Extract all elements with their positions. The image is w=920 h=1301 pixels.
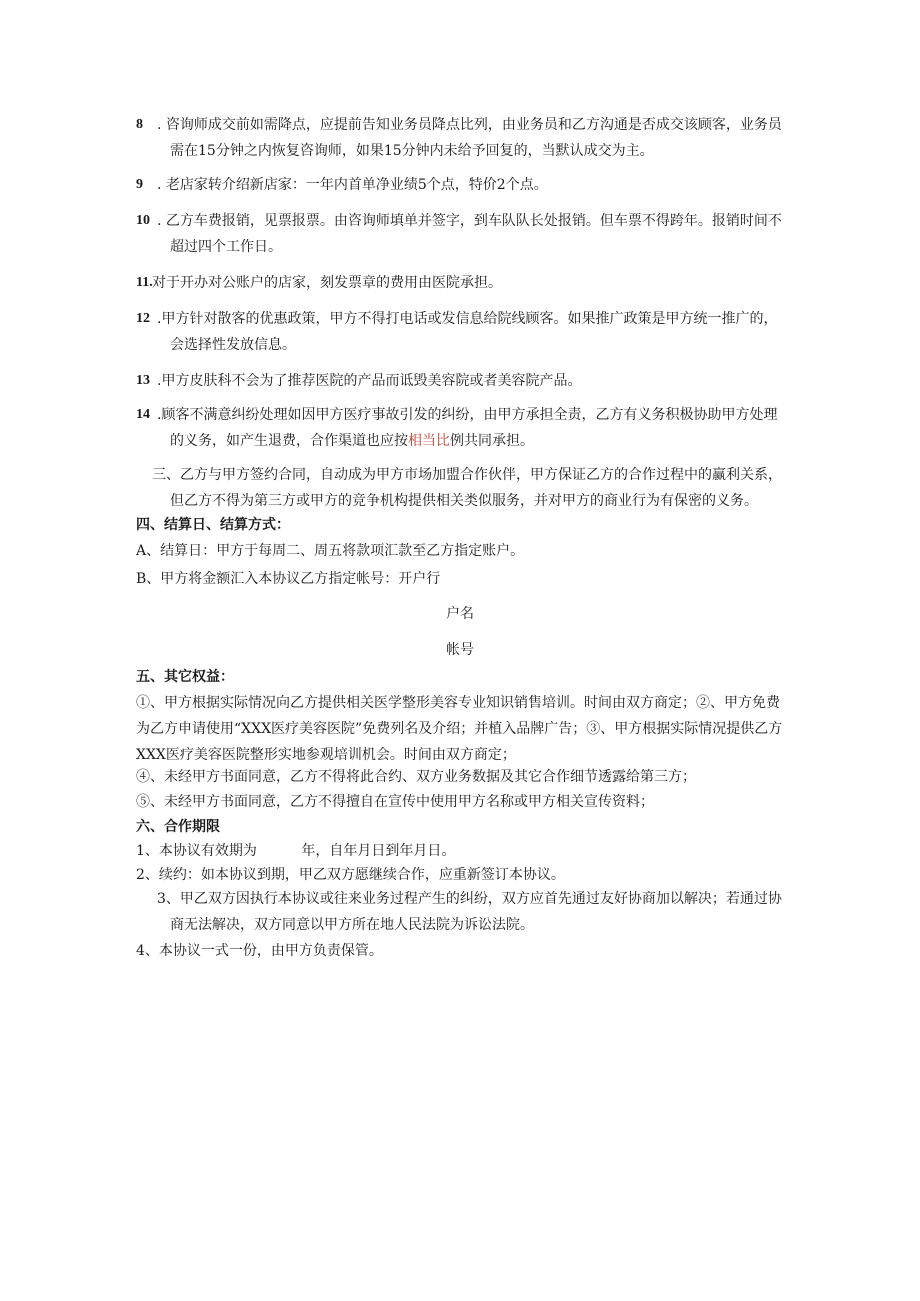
section-3-text: 三、乙方与甲方签约合同，自动成为甲方市场加盟合作伙伴，甲方保证乙方的合作过程中的赢利关系，但乙方不得为第三方或甲方的竞争机构提供相关类似服务，并对甲方的商业行为有保密的义务。 xyxy=(152,467,782,509)
clause-10 xyxy=(136,208,786,260)
clause-number: 13 xyxy=(136,373,150,388)
clause-9 xyxy=(136,172,786,198)
account-name-label: 户名 xyxy=(446,606,474,622)
bank-account-line: B、甲方将金额汇入本协议乙方指定帐号：开户行 xyxy=(136,571,441,587)
clause-13 xyxy=(136,368,786,394)
settlement-date: A、结算日：甲方于每周二、周五将款项汇款至乙方指定账户。 xyxy=(136,543,525,559)
clause-text: 对于开办对公账户的店家，刻发票章的费用由医院承担。 xyxy=(152,275,502,291)
clause-14 xyxy=(136,402,786,454)
clause-number: 9 xyxy=(136,177,143,192)
term-line-3-text: 3、甲乙双方因执行本协议或往来业务过程产生的纠纷，双方应首先通过友好协商加以解决；若通过协商无法解决，双方同意以甲方所在地人民法院为诉讼法院。 xyxy=(157,891,782,933)
clause-text: . 老店家转介绍新店家：一年内首单净业绩5个点，特价2个点。 xyxy=(157,177,548,193)
term-line-2: 2、续约：如本协议到期，甲乙双方愿继续合作，应重新签订本协议。 xyxy=(136,867,565,883)
section-3 xyxy=(136,462,786,514)
clause-11 xyxy=(136,270,786,296)
clause-text: .甲方针对散客的优惠政策，甲方不得打电话或发信息给院线顾客。如果推广政策是甲方统一推广的，会选择性发放信息。 xyxy=(157,311,778,353)
clause-text: .甲方皮肤科不会为了推荐医院的产品而诋毁美容院或者美容院产品。 xyxy=(157,373,582,389)
clause-text: . 咨询师成交前如需降点，应提前告知业务员降点比列，由业务员和乙方沟通是否成交该顾客，业务员需在15分钟之内恢复咨询师，如果15分钟内未给予回复的，当默认成交为主。 xyxy=(157,117,782,159)
account-number-label: 帐号 xyxy=(446,642,474,658)
section-5-item-5: ⑤、未经甲方书面同意，乙方不得擅自在宣传中使用甲方名称或甲方相关宣传资料； xyxy=(136,794,654,810)
section-6-title: 六、合作期限 xyxy=(136,819,220,835)
clause-number: 14 xyxy=(136,407,150,422)
clause-text-b: 例共同承担。 xyxy=(450,433,534,449)
clause-number: 12 xyxy=(136,311,150,326)
clause-number: 10 xyxy=(136,213,150,228)
section-4-title: 四、结算日、结算方式： xyxy=(136,517,290,533)
clause-number: 11. xyxy=(136,275,153,290)
section-5-paragraph: ①、甲方根据实际情况向乙方提供相关医学整形美容专业知识销售培训。时间由双方商定；②、甲方免费为乙方申请使用“XXX医疗美容医院”免费列名及介绍；并植入品牌广告；③、甲方根据实际情况提供乙方XXX医疗美容医院整形实地参观培训机会。时间由双方商定； xyxy=(136,695,783,763)
term-line-3 xyxy=(136,886,786,938)
clause-text: . 乙方车费报销，见票报票。由咨询师填单并签字，到车队队长处报销。但车票不得跨年。报销时间不超过四个工作日。 xyxy=(157,213,782,255)
highlighted-text: 相当比 xyxy=(408,433,450,449)
section-5-item-4: ④、未经甲方书面同意，乙方不得将此合约、双方业务数据及其它合作细节透露给第三方； xyxy=(136,769,696,785)
clause-number: 8 xyxy=(136,117,143,132)
section-5-title: 五、其它权益： xyxy=(136,669,234,685)
clause-8 xyxy=(136,112,786,164)
clause-12 xyxy=(136,306,786,358)
term-line-4: 4、本协议一式一份，由甲方负责保管。 xyxy=(136,943,383,959)
clause-text-a: .顾客不满意纠纷处理如因甲方医疗事故引发的纠纷，由甲方承担全责，乙方有义务积极协助甲方处理的义务，如产生退费，合作渠道也应按 xyxy=(157,407,778,449)
term-line-1: 1、本协议有效期为 年，自年月日到年月日。 xyxy=(136,843,456,859)
clause-text xyxy=(136,402,786,454)
